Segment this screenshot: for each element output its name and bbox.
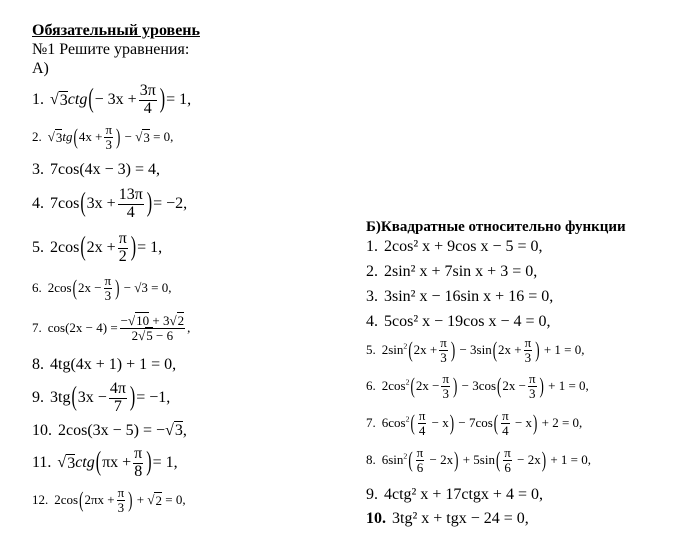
equation-b5: 5. $2\sin^2$ ( 2x + $\frac{\pi}{3}$ ) − 3sin ( 2x + $\frac{\pi}{3}$ ) + 1 = 0, <box>366 335 585 365</box>
part-b-label: Б)Квадратные относительно функции <box>366 219 626 235</box>
equation-b3: 3. 3sin² x − 16sin x + 16 = 0, <box>366 288 554 305</box>
equation-b2: 2. 2sin² x + 7sin x + 3 = 0, <box>366 263 538 280</box>
equation-b1: 1. 2cos² x + 9cos x − 5 = 0, <box>366 238 543 255</box>
equation-b7: 7. $6\cos^2$ ( π 4 − x ) − 7cos ( π 4 − x ) + 2 = 0, <box>366 408 583 438</box>
equation-b8: 8. $6\sin^2$ ( π 6 − 2x ) + 5sin ( π 6 − 2x ) + 1 = 0, <box>366 445 591 475</box>
equation-a4: 4. 7cos ( 3x + $\frac{13\pi}{4}$ ) = −2, <box>32 186 188 221</box>
equation-a2: 2. √ 3 tg ( 4x + $\frac{\pi}{3}$ ) − √ 3 = 0, <box>32 122 174 152</box>
equation-a8: 8. 4tg(4x + 1) + 1 = 0, <box>32 356 177 373</box>
part-a-label: А) <box>32 60 49 77</box>
equation-b6: 6. $2\cos^2$ ( 2x − $\frac{\pi}{3}$ ) − 3cos ( 2x − $\frac{\pi}{3}$ ) + 1 = 0, <box>366 371 589 401</box>
equation-a5: 5. 2cos ( 2x + $\frac{\pi}{2}$ ) = 1, <box>32 230 163 265</box>
equation-a7: 7. cos(2x − 4) = $\frac{-√10 + 3√2}{2√5 - 6}$ , <box>32 313 191 343</box>
equation-a1: 1. √ 3 ctg ( − 3x + $\frac{3\pi}{4}$ ) = 1, <box>32 82 192 117</box>
equation-a3: 3. 7cos(4x − 3) = 4, <box>32 161 161 178</box>
equation-a12: 12. 2cos ( 2πx + $\frac{\pi}{3}$ ) + √ 2 = 0, <box>32 485 186 515</box>
equation-b4: 4. 5cos² x − 19cos x − 4 = 0, <box>366 313 551 330</box>
equation-b10: 10. 3tg² x + tgx − 24 = 0, <box>366 510 529 527</box>
task-label: №1 Решите уравнения: <box>32 41 190 58</box>
heading: Обязательный уровень <box>32 22 200 39</box>
equation-b9: 9. 4ctg² x + 17ctgx + 4 = 0, <box>366 486 543 503</box>
equation-a11: 11. √ 3 ctg ( πx + $\frac{\pi}{8}$ ) = 1, <box>32 445 178 480</box>
equation-a6: 6. 2cos ( 2x − $\frac{\pi}{3}$ ) − √3 = 0, <box>32 273 172 303</box>
equation-a10: 10. 2cos(3x − 5) = − √ 3 , <box>32 421 187 439</box>
equation-a9: 9. 3tg ( 3x − $\frac{4\pi}{7}$ ) = −1, <box>32 380 171 415</box>
